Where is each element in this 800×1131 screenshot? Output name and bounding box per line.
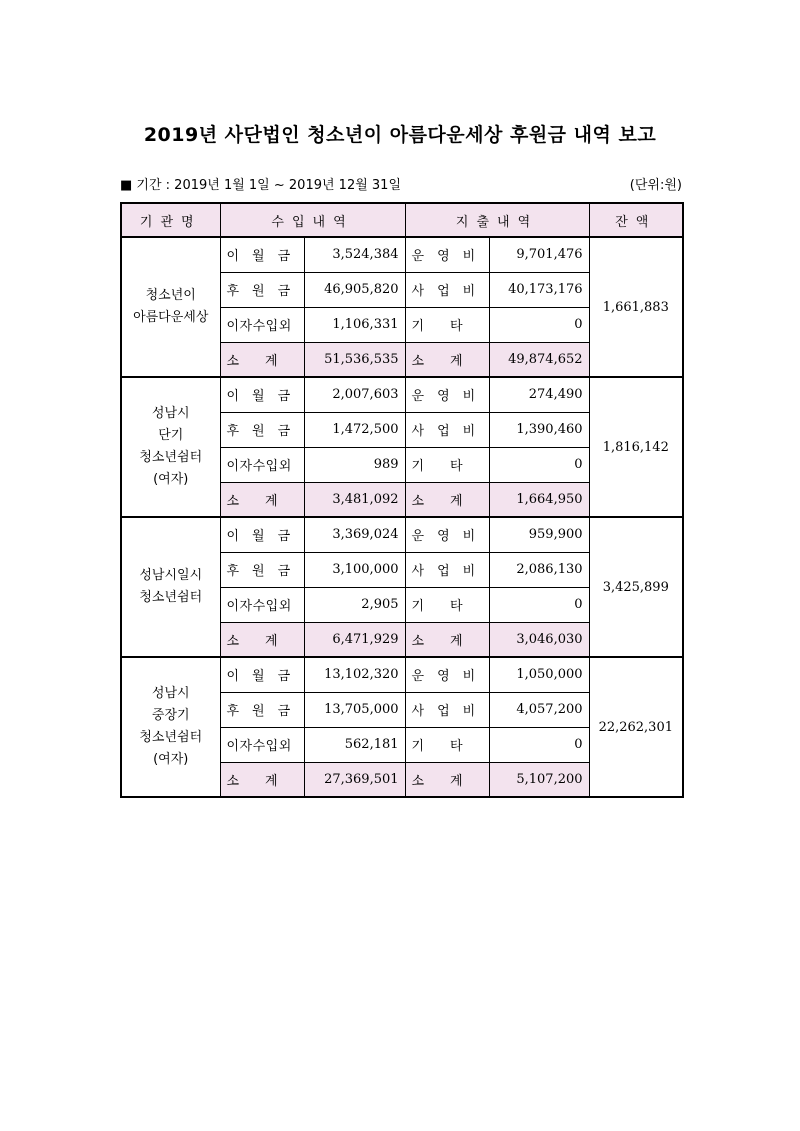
income-value: 13,705,000 xyxy=(304,692,405,727)
expense-value: 49,874,652 xyxy=(489,342,589,377)
income-value: 1,106,331 xyxy=(304,307,405,342)
income-label xyxy=(220,622,304,657)
expense-label-char: 소 xyxy=(411,773,425,789)
income-value: 562,181 xyxy=(304,727,405,762)
expense-value: 0 xyxy=(489,587,589,622)
income-label xyxy=(220,342,304,377)
income-label xyxy=(220,762,304,797)
expense-label-spread xyxy=(412,455,483,474)
org-group xyxy=(121,657,683,797)
expense-label xyxy=(405,587,489,622)
income-label: 이월금 xyxy=(220,237,304,272)
org-name-line: 청소년쉼터 xyxy=(139,590,203,605)
org-name xyxy=(121,657,220,797)
expense-label: 운영비 xyxy=(405,377,489,412)
org-name-line: 단기 xyxy=(158,428,184,443)
income-label: 이월금 xyxy=(220,657,304,692)
org-name xyxy=(121,377,220,517)
expense-label: 사업비 xyxy=(405,552,489,587)
org-name-line: 청소년쉼터 xyxy=(139,450,203,465)
income-value: 13,102,320 xyxy=(304,657,405,692)
org-name-line: 중장기 xyxy=(151,708,190,723)
expense-label-char: 타 xyxy=(449,459,463,474)
org-name-line: 청소년이 xyxy=(145,288,196,303)
expense-value: 9,701,476 xyxy=(489,237,589,272)
org-name xyxy=(121,237,220,377)
expense-label: 운영비 xyxy=(405,237,489,272)
expense-value: 0 xyxy=(489,447,589,482)
income-label: 이월금 xyxy=(220,377,304,412)
income-label xyxy=(220,482,304,517)
expense-label: 운영비 xyxy=(405,517,489,552)
org-name-line: 성남시일시 xyxy=(139,568,203,583)
income-label-spread xyxy=(227,630,298,649)
expense-label-spread xyxy=(412,350,483,369)
income-label: 이자수입외 xyxy=(220,307,304,342)
income-label-char: 소 xyxy=(226,493,240,509)
expense-label-spread xyxy=(412,630,483,649)
expense-label xyxy=(405,727,489,762)
income-value: 3,369,024 xyxy=(304,517,405,552)
expense-label: 사업비 xyxy=(405,692,489,727)
expense-label xyxy=(405,307,489,342)
income-value: 2,007,603 xyxy=(304,377,405,412)
expense-label-char: 타 xyxy=(449,739,463,754)
income-label: 이자수입외 xyxy=(220,587,304,622)
expense-label-char: 타 xyxy=(449,599,463,614)
income-label-char: 계 xyxy=(264,773,278,789)
income-value: 46,905,820 xyxy=(304,272,405,307)
expense-value: 3,046,030 xyxy=(489,622,589,657)
income-label-spread xyxy=(227,490,298,509)
income-value: 6,471,929 xyxy=(304,622,405,657)
income-label-char: 계 xyxy=(264,493,278,509)
income-label-char: 소 xyxy=(226,353,240,369)
donation-report-table xyxy=(120,202,684,798)
expense-label: 사업비 xyxy=(405,272,489,307)
expense-label-spread xyxy=(412,490,483,509)
expense-value: 1,390,460 xyxy=(489,412,589,447)
expense-label: 사업비 xyxy=(405,412,489,447)
income-value: 3,524,384 xyxy=(304,237,405,272)
expense-value: 274,490 xyxy=(489,377,589,412)
income-label: 후원금 xyxy=(220,272,304,307)
header-org: 기관명 xyxy=(121,203,220,237)
table-header-row xyxy=(121,203,683,237)
income-label: 후원금 xyxy=(220,552,304,587)
org-group xyxy=(121,517,683,657)
expense-label-char: 계 xyxy=(449,773,463,789)
expense-label-char: 소 xyxy=(411,633,425,649)
income-value: 1,472,500 xyxy=(304,412,405,447)
income-label: 이자수입외 xyxy=(220,447,304,482)
income-value: 27,369,501 xyxy=(304,762,405,797)
report-title: 2019년 사단법인 청소년이 아름다운세상 후원금 내역 보고 xyxy=(143,124,657,146)
org-name-line: 성남시 xyxy=(151,406,190,421)
balance-value: 1,816,142 xyxy=(589,377,683,517)
org-name-line: (여자) xyxy=(153,472,189,487)
expense-label-char: 계 xyxy=(449,633,463,649)
expense-label-spread xyxy=(412,595,483,614)
expense-label-spread xyxy=(412,770,483,789)
expense-label xyxy=(405,762,489,797)
header-expense: 지출내역 xyxy=(405,203,589,237)
income-label: 후원금 xyxy=(220,692,304,727)
expense-label xyxy=(405,447,489,482)
income-label-char: 소 xyxy=(226,633,240,649)
expense-label-char: 소 xyxy=(411,353,425,369)
expense-value: 5,107,200 xyxy=(489,762,589,797)
expense-label-char: 기 xyxy=(411,739,425,754)
expense-label-spread xyxy=(412,735,483,754)
expense-label-char: 기 xyxy=(411,319,425,334)
org-name-line: (여자) xyxy=(153,752,189,767)
table-row xyxy=(121,657,683,692)
expense-label-char: 타 xyxy=(449,319,463,334)
expense-label xyxy=(405,342,489,377)
table-row xyxy=(121,517,683,552)
header-income: 수입내역 xyxy=(220,203,405,237)
org-name-line: 아름다운세상 xyxy=(133,310,209,325)
income-value: 51,536,535 xyxy=(304,342,405,377)
org-name xyxy=(121,517,220,657)
income-value: 2,905 xyxy=(304,587,405,622)
expense-label: 운영비 xyxy=(405,657,489,692)
expense-label-char: 계 xyxy=(449,493,463,509)
org-group xyxy=(121,377,683,517)
expense-label-char: 계 xyxy=(449,353,463,369)
income-label: 후원금 xyxy=(220,412,304,447)
expense-label xyxy=(405,482,489,517)
income-label-char: 계 xyxy=(264,633,278,649)
income-label-char: 소 xyxy=(226,773,240,789)
balance-value: 3,425,899 xyxy=(589,517,683,657)
expense-label xyxy=(405,622,489,657)
expense-label-spread xyxy=(412,315,483,334)
expense-value: 1,664,950 xyxy=(489,482,589,517)
org-group xyxy=(121,237,683,377)
income-label: 이자수입외 xyxy=(220,727,304,762)
table-row xyxy=(121,237,683,272)
expense-value: 0 xyxy=(489,307,589,342)
expense-label-char: 기 xyxy=(411,599,425,614)
org-name-line: 청소년쉼터 xyxy=(139,730,203,745)
expense-value: 4,057,200 xyxy=(489,692,589,727)
income-value: 989 xyxy=(304,447,405,482)
table-row xyxy=(121,377,683,412)
header-balance: 잔액 xyxy=(589,203,683,237)
income-label-spread xyxy=(227,350,298,369)
income-value: 3,481,092 xyxy=(304,482,405,517)
org-name-line: 성남시 xyxy=(151,686,190,701)
balance-value: 22,262,301 xyxy=(589,657,683,797)
report-period: ■ 기간 : 2019년 1월 1일 ~ 2019년 12월 31일 xyxy=(120,178,402,193)
balance-value: 1,661,883 xyxy=(589,237,683,377)
report-unit: (단위:원) xyxy=(629,178,682,193)
income-label-spread xyxy=(227,770,298,789)
expense-value: 0 xyxy=(489,727,589,762)
expense-value: 1,050,000 xyxy=(489,657,589,692)
expense-value: 959,900 xyxy=(489,517,589,552)
income-value: 3,100,000 xyxy=(304,552,405,587)
expense-label-char: 기 xyxy=(411,459,425,474)
expense-value: 40,173,176 xyxy=(489,272,589,307)
expense-value: 2,086,130 xyxy=(489,552,589,587)
income-label: 이월금 xyxy=(220,517,304,552)
expense-label-char: 소 xyxy=(411,493,425,509)
income-label-char: 계 xyxy=(264,353,278,369)
